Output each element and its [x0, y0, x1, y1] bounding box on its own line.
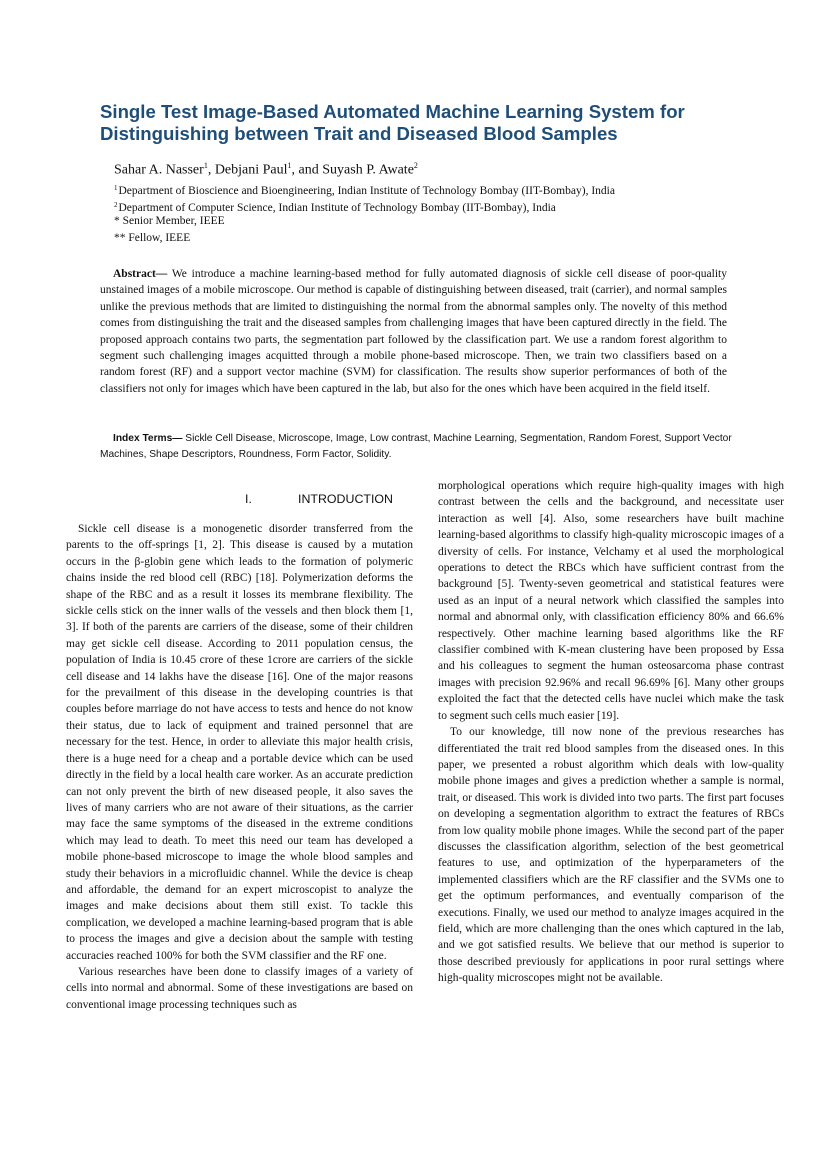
author-list: Sahar A. Nasser$^1$, Debjani Paul$^1$, and Suyash P. Awate$^2$	[114, 161, 418, 178]
abstract-text: We introduce a machine learning-based method for fully automated diagnosis of sickle cell disease of poor-quality unstained images of a mobile microscope. Our method is capable of distinguishing between diseased, trait (carrier), and normal samples unlike the previous methods that are limited to distinguishing the normal from the abnormal samples only. The novelty of this method comes from distinguishing the trait and the diseased samples from challenging images that have been captured directly in the field. The proposed approach contains two parts, the segmentation part followed by the classification part. We use a random forest algorithm to segment such challenging images acquitted through a mobile phone-based microscope. Then, we train two classifiers based on a random forest (RF) and a support vector machine (SVM) for classification. The results show superior performances of both of the classifiers not only for images which have been captured in the lab, but also for the ones which have been acquired in the field itself.	[100, 268, 727, 395]
affiliation-mark: 2	[114, 201, 118, 209]
index-terms-text: Sickle Cell Disease, Microscope, Image, Low contrast, Machine Learning, Segmentation, Random Forest, Support Vector Machines, Shape Descriptors, Roundness, Form Factor, Solidity.	[100, 433, 732, 460]
paragraph: morphological operations which require high-quality images with high contrast between the cells and the background, and necessitate user interaction as well [4]. Also, some researchers have built machine learning-based algorithms to classify high-quality microscopic images of a diversity of cells. For instance, Velchamy et al used the morphological operations to detect the RBCs which have sufficient contrast from the background [5]. Twenty-seven geometrical and statistical features were used as an input of a neural network which classified the samples into normal and abnormal only, with classification efficiency 80% and 66.6% respectively. Other machine learning based algorithms like the RF classifier combined with K-mean clustering have been proposed by Essa and his colleagues to segment the human osteosarcoma phase contrast images with precision 92.96% and recall 96.69% [6]. Many other groups exploited the fact that the detected cells have nuclei which make the task to segment such cells much easier [19].	[438, 480, 784, 722]
abstract-label: Abstract—	[113, 268, 168, 280]
paragraph: Various researches have been done to classify images of a variety of cells into normal and abnormal. Some of these investigations are based on conventional image processing techniques such as	[66, 965, 413, 1011]
abstract	[100, 266, 727, 397]
affiliation-text: Department of Computer Science, Indian Institute of Technology Bombay (IIT-Bombay), India	[118, 202, 556, 214]
affiliation-1	[114, 181, 764, 198]
title-line-2: Distinguishing between Trait and Diseased Blood Samples	[100, 123, 618, 144]
title-line-1: Single Test Image-Based Automated Machine Learning System for	[100, 101, 685, 122]
paper-title	[100, 101, 780, 145]
left-column	[66, 521, 413, 1013]
right-column	[438, 478, 784, 987]
affiliation-text: Department of Bioscience and Bioengineering, Indian Institute of Technology Bombay (IIT-Bombay), India	[118, 185, 615, 197]
affiliation-text: ** Fellow, IEEE	[114, 232, 191, 244]
index-terms-label: Index Terms—	[113, 433, 183, 444]
affiliation-3	[114, 214, 764, 228]
author-affil-mark: 2	[413, 161, 418, 170]
author-name: Debjani Paul	[214, 162, 288, 178]
affiliation-mark: 1	[114, 184, 118, 192]
author-name: and Suyash P. Awate	[298, 162, 414, 178]
affiliation-4	[114, 231, 764, 245]
author-affil-mark: 1	[203, 161, 208, 170]
section-number: I.	[245, 492, 252, 506]
author-affil-mark: 1	[287, 161, 292, 170]
author-name: Sahar A. Nasser	[114, 162, 204, 178]
section-title: INTRODUCTION	[298, 492, 393, 506]
paragraph: To our knowledge, till now none of the previous researches has differentiated the trait red blood samples from the diseased ones. In this paper, we presented a robust algorithm which deals with low-quality mobile phone images and gives a prediction whether a sample is normal, trait, or diseased. This work is divided into two parts. The first part focuses on developing a segmentation algorithm to extract the features of RBCs from low quality mobile phone images. While the second part of the paper discusses the classification algorithm, selection of the best geometrical features to use, and optimization of the hyperparameters of the implemented classifiers which are the RF classifier and the SVMs one to get the optimum performances, and eventually comparison of the executions. Finally, we used our method to analyze images acquired in the field, which are more challenging than the ones which captured in the lab, and we got satisfied results. We believe that our method is superior to those described previously for applications in poor rural settings where high-quality microscopes might not be available.	[438, 726, 784, 985]
paragraph: Sickle cell disease is a monogenetic disorder transferred from the parents to the off-springs [1, 2]. This disease is caused by a mutation occurs in the β-globin gene which leads to the formation of polymeric chains inside the red blood cell (RBC) [18]. Polymerization deforms the shape of the RBC and as a result it losses its membrane flexibility. The sickle cells stick on the inner walls of the vessels and then block them [1, 3]. If both of the parents are carriers of the disease, some of their children may get sickle cell disease. According to 2011 population census, the population of India is 10.45 crore of these 1crore are carriers of the sickle cell disease and 14 lakhs have the disease [16]. One of the major reasons for the prevailment of this disease in the developing countries is that couples before marriage do not have access to tests and hence do not know their status, due to lack of equipment and trained personnel that are necessary for the test. Hence, in order to alleviate this major health crisis, there is a huge need for a cheap and a portable device which can be used directly in the field by a local health care worker. As an accurate prediction can not only prevent the birth of new diseased people, it also saves the lives of many carriers who are not aware of their situations, as the carrier may face the same symptoms of the diseased in the extreme conditions which may lead to death. To meet this need our team has developed a mobile phone-based microscope to image the whole blood samples and study their behaviors in a microfluidic channel. While the device is cheap and affordable, the demand for an expert microscopist to analyze the images and make decisions about them still exist. To tackle this complication, we developed a machine learning-based program that is able to process the images and give a decision about the sample with testing accuracies reached 100% for both the SVM classifier and the RF one.	[66, 523, 413, 962]
affiliation-2	[114, 198, 764, 215]
index-terms	[100, 431, 732, 462]
affiliation-text: * Senior Member, IEEE	[114, 215, 225, 227]
